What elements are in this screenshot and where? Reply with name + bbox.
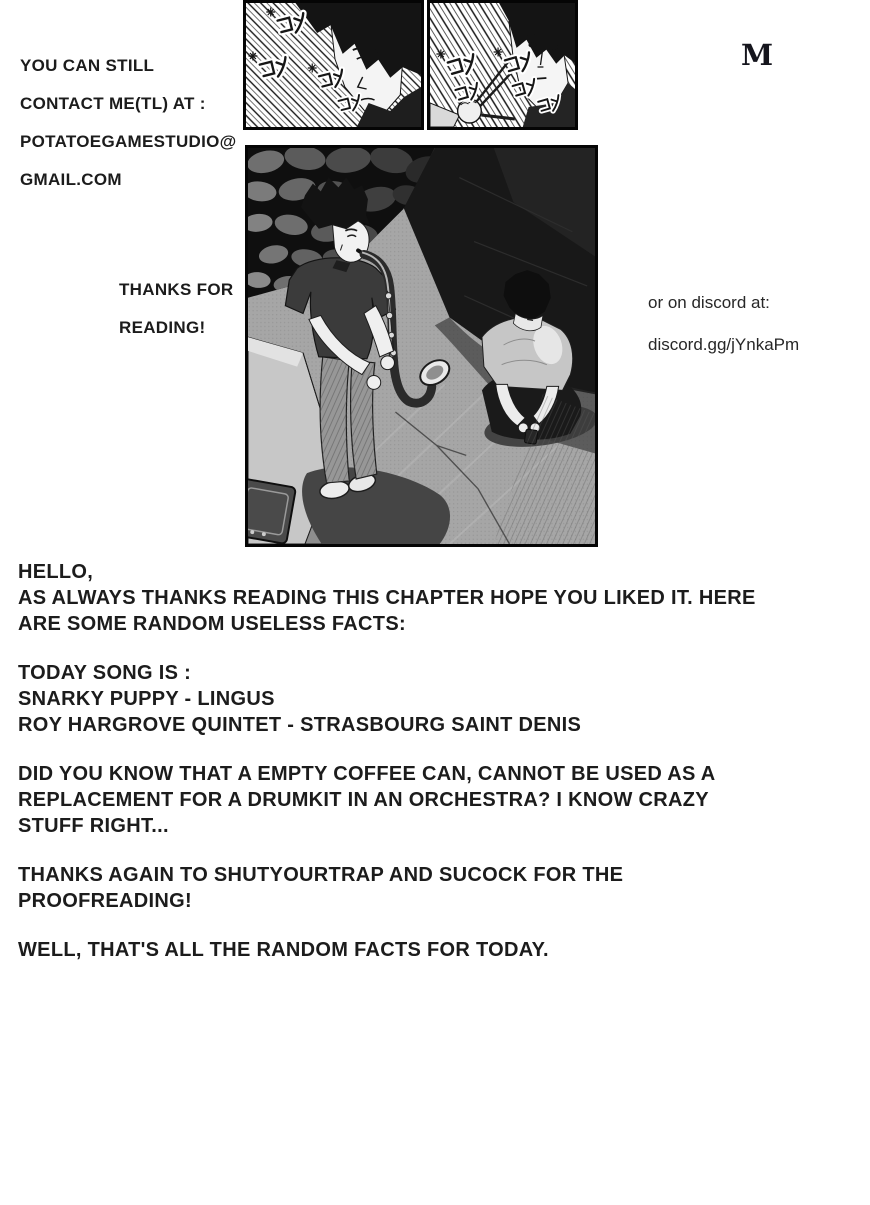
message-line: THANKS AGAIN TO SHUTYOURTRAP AND SUCOCK FOR THE <box>18 864 624 886</box>
thanks-note <box>119 281 233 357</box>
message-line: DID YOU KNOW THAT A EMPTY COFFEE CAN, CANNOT BE USED AS A <box>18 763 716 785</box>
right-eye <box>550 44 558 49</box>
message-paragraph-songs <box>18 660 756 738</box>
message-block <box>18 559 756 986</box>
thanks-note-line: READING! <box>119 318 206 337</box>
contact-note-line: YOU CAN STILL <box>20 56 155 75</box>
discord-intro: or on discord at: <box>648 293 770 312</box>
panel-top-right <box>427 0 578 130</box>
hand <box>381 356 395 370</box>
message-line: WELL, THAT'S ALL THE RANDOM FACTS FOR TODAY. <box>18 939 549 961</box>
discord-url: discord.gg/jYnkaPm <box>648 335 800 354</box>
translator-email-part2: GMAIL.COM <box>20 170 122 189</box>
message-line: REPLACEMENT FOR A DRUMKIT IN AN ORCHESTRA? I KNOW CRAZY <box>18 789 709 811</box>
message-paragraph-fact <box>18 761 756 839</box>
message-paragraph-credits <box>18 862 756 914</box>
panel-main <box>245 145 598 547</box>
message-paragraph-greeting <box>18 559 756 637</box>
message-line: STUFF RIGHT... <box>18 815 169 837</box>
discord-note <box>648 294 799 378</box>
hand <box>367 376 381 390</box>
translator-email-part1: POTATOEGAMESTUDIO@ <box>20 132 237 151</box>
message-line: ARE SOME RANDOM USELESS FACTS: <box>18 613 406 635</box>
contact-note <box>20 57 237 209</box>
monogram-logo: M <box>741 38 765 72</box>
message-line: TODAY SONG IS : <box>18 662 192 684</box>
thanks-note-line: THANKS FOR <box>119 280 234 299</box>
message-line: PROOFREADING! <box>18 890 192 912</box>
message-line: SNARKY PUPPY - LINGUS <box>18 688 275 710</box>
panel-top-left <box>243 0 424 130</box>
message-line: AS ALWAYS THANKS READING THIS CHAPTER HOPE YOU LIKED IT. HERE <box>18 587 756 609</box>
sax-case <box>248 479 296 544</box>
message-paragraph-signoff <box>18 937 756 963</box>
message-line: HELLO, <box>18 561 94 583</box>
message-line: ROY HARGROVE QUINTET - STRASBOURG SAINT DENIS <box>18 714 582 736</box>
contact-note-line: CONTACT ME(TL) AT : <box>20 94 206 113</box>
left-eye <box>528 42 536 47</box>
